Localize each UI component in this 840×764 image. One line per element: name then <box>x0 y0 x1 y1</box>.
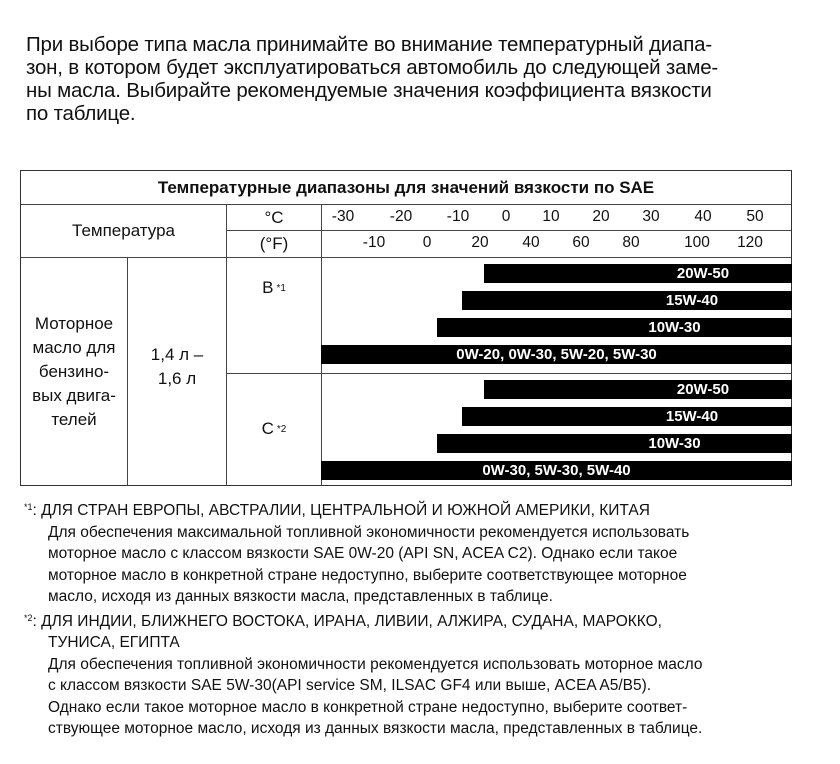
intro-line: ны масла. Выбирайте рекомендуемые значения коэффициента вязкости <box>26 79 712 102</box>
group-label-text: C <box>261 419 274 438</box>
volume-line: 1,4 л – <box>150 344 204 364</box>
oil-type-line: вых двига- <box>32 385 116 405</box>
group-b-label <box>227 258 321 348</box>
fahrenheit-tick: -10 <box>362 234 386 251</box>
celsius-tick: 30 <box>642 208 660 225</box>
footnote-line: с классом вязкости SAE 5W-30(API service SM, ILSAC GF4 или выше, ACEA A5/B5). <box>48 677 652 694</box>
temperature-label: Температура <box>72 221 175 240</box>
fahrenheit-tick: 40 <box>522 234 540 251</box>
viscosity-bar <box>437 434 792 453</box>
oil-type-line: бензино- <box>38 361 110 381</box>
celsius-tick: 40 <box>694 208 712 225</box>
bar-label: 15W-40 <box>665 292 719 309</box>
intro-paragraph <box>26 33 806 125</box>
table-title: Температурные диапазоны для значений вязкости по SAE <box>157 177 655 197</box>
celsius-tick: 20 <box>592 208 610 225</box>
footnote-line: Для обеспечения топливной экономичности рекомендуется использовать моторное масло <box>48 655 703 673</box>
volume-cell <box>128 258 226 485</box>
footnote-ref: *1 <box>276 282 286 294</box>
viscosity-bar <box>321 461 792 480</box>
unit-celsius: °C <box>264 207 284 227</box>
footnote-mark: *1 <box>24 502 33 512</box>
bar-label: 15W-40 <box>665 408 719 425</box>
viscosity-bar <box>437 318 792 337</box>
bar-label: 20W-50 <box>676 381 730 398</box>
bar-label: 20W-50 <box>676 265 730 282</box>
group-label-text: B <box>262 278 274 297</box>
footnote-2-heading <box>24 608 824 633</box>
footnote-line: масло, исходя из данных вязкости масла, представленных в таблице. <box>48 588 553 605</box>
viscosity-table <box>20 170 792 486</box>
celsius-tick: 50 <box>746 208 764 225</box>
fahrenheit-tick: 100 <box>684 234 710 251</box>
intro-line: зон, в котором будет эксплуатироваться автомобиль до следующей заме- <box>26 56 719 79</box>
viscosity-bar <box>462 291 792 310</box>
fahrenheit-tick: 60 <box>572 234 590 251</box>
viscosity-bar <box>484 380 792 399</box>
volume-line: 1,6 л <box>157 368 197 388</box>
footnote-line: моторное масло с классом вязкости SAE 0W-20 (API SN, ACEA C2). Однако если такое <box>48 545 678 562</box>
celsius-tick: 10 <box>542 208 560 225</box>
oil-type-line: масло для <box>32 337 116 357</box>
bar-label: 10W-30 <box>648 435 701 452</box>
oil-type-line: Моторное <box>34 313 114 333</box>
bar-label: 0W-20, 0W-30, 5W-20, 5W-30 <box>456 346 657 363</box>
footnote-heading-text: : ДЛЯ СТРАН ЕВРОПЫ, АВСТРАЛИИ, ЦЕНТРАЛЬНОЙ И ЮЖНОЙ АМЕРИКИ, КИТАЯ <box>32 502 650 519</box>
celsius-tick: -20 <box>389 208 413 225</box>
fahrenheit-tick: 20 <box>471 234 489 251</box>
footnote-1-heading <box>24 497 824 522</box>
footnote-line: Для обеспечения максимальной топливной экономичности рекомендуется использовать <box>48 523 690 541</box>
footnote-heading-text: : ДЛЯ ИНДИИ, БЛИЖНЕГО ВОСТОКА, ИРАНА, ЛИВИИ, АЛЖИРА, СУДАНА, МАРОККО, <box>32 612 662 630</box>
intro-line: по таблице. <box>26 102 136 125</box>
group-c-label <box>227 374 321 484</box>
bar-label: 10W-30 <box>648 319 701 336</box>
footnotes <box>24 497 824 740</box>
footnote-ref: *2 <box>276 423 287 435</box>
footnote-heading-continued: ТУНИСА, ЕГИПТА <box>48 634 180 651</box>
viscosity-bar <box>462 407 792 426</box>
footnote-line: ствующее моторное масло, исходя из данных вязкости масла, представленных в таблице. <box>48 720 703 737</box>
celsius-tick: -10 <box>446 208 470 225</box>
viscosity-bar <box>484 264 792 283</box>
footnote-mark: *2 <box>24 612 33 623</box>
fahrenheit-tick: 0 <box>422 234 432 251</box>
fahrenheit-tick: 120 <box>737 234 763 251</box>
intro-line: При выборе типа масла принимайте во внимание температурный диапа- <box>26 33 712 56</box>
celsius-tick: 0 <box>501 208 511 225</box>
oil-type-cell <box>21 258 127 485</box>
viscosity-bar <box>321 345 792 364</box>
celsius-tick: -30 <box>331 208 355 225</box>
bar-label: 0W-30, 5W-30, 5W-40 <box>482 462 631 479</box>
unit-fahrenheit: (°F) <box>259 233 289 253</box>
divider <box>226 230 791 231</box>
fahrenheit-tick: 80 <box>622 234 640 251</box>
footnote-line: Однако если такое моторное масло в конкретной стране недоступно, выберите соответ- <box>48 698 688 716</box>
oil-type-line: телей <box>51 409 97 429</box>
footnote-line: моторное масло в конкретной стране недоступно, выберите соответствующее моторное <box>48 566 687 584</box>
